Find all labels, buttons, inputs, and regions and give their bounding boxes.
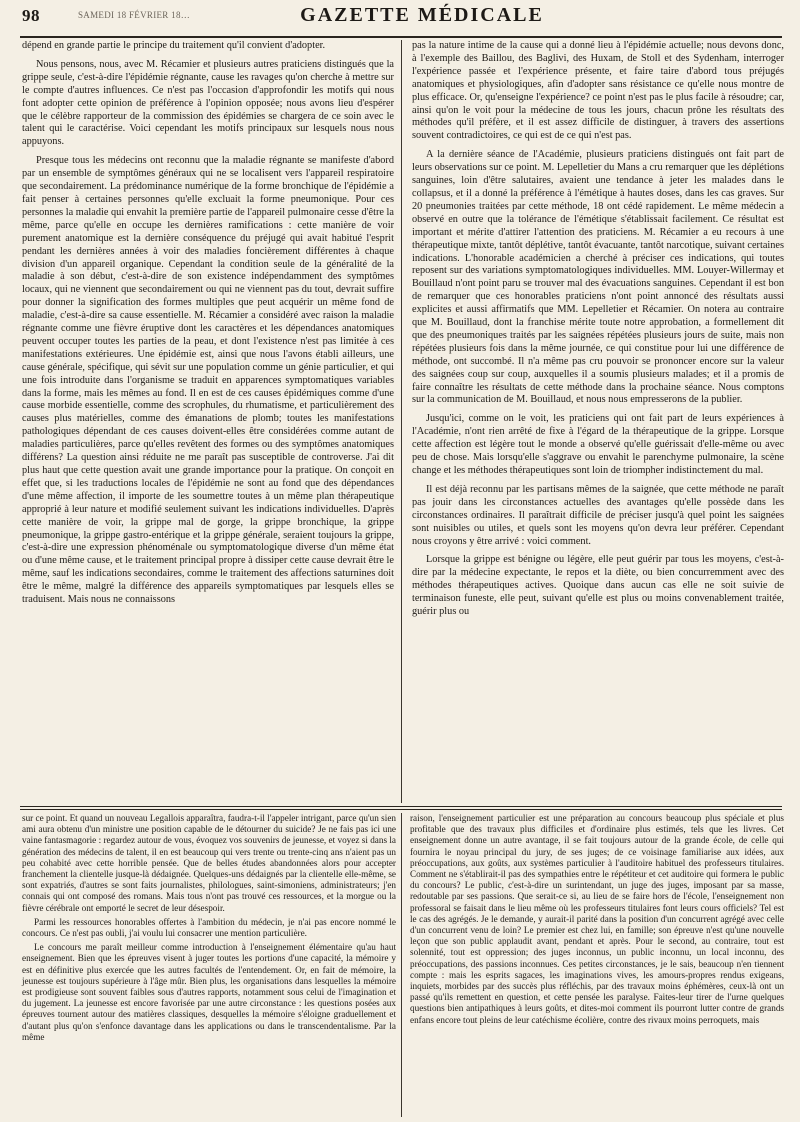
feuilleton-rule <box>20 806 782 807</box>
feuilleton-left-column <box>22 813 396 1046</box>
feuilleton-rule-double <box>20 809 782 810</box>
issue-date-line: SAMEDI 18 FÉVRIER 18… <box>78 10 191 20</box>
right-column <box>412 40 784 625</box>
feuilleton-paragraph: sur ce point. Et quand un nouveau Legallois apparaîtra, faudra-t-il l'appeler intrigant, parce qu'un sien ami aura obtenu d'un ministre une position capable de le détourner du suicide? Je ne fais pas ici une vaine fantasmagorie : regardez autour de vous, évoquez vos souvenirs de jeunesse, et voyez si dans la génération des médecins de talent, il en est beaucoup qui vers trente ou trente-cinq ans n'aient pas un peu cohabité avec cette horrible pensée. Que de belles études abandonnées alors pour accepter franchement la clientelle jusque-là dédaignée. Quelques-uns dédaignés par la clientelle elle-même, se sont expatriés, d'autres se sont faits journalistes, philologues, saint-simoniens, administrateurs; j'en connais qui ont composé des romans. Mais tous n'ont pas trouvé ces ressources, et la morgue ou la fièvre cérébrale ont emporté le secret de leur désespoir. <box>22 813 396 913</box>
paragraph: Nous pensons, nous, avec M. Récamier et plusieurs autres praticiens distingués que la grippe seule, c'est-à-dire l'épidémie régnante, cause les ravages qu'on cherche à mettre sur le compte d'autres influences. Ce n'est pas l'occasion d'approfondir les motifs qui nous font adopter cette opinion de préférence à l'opinion opposée; nous avons lieu d'espérer que le célèbre rapporteur de la commission des épidémies se chargera de ce soin avec le talent qui le caractérise. Voici cependant les motifs principaux sur lesquels nous nous appuyons. <box>22 58 394 148</box>
column-divider <box>401 40 402 803</box>
feuilleton-column-divider <box>401 813 402 1117</box>
left-column <box>22 40 394 613</box>
paragraph: Lorsque la grippe est bénigne ou légère, elle peut guérir par tous les moyens, c'est-à-dire par la médecine expectante, le repos et la diète, ou bien concurremment avec des méthodes thérapeutiques actives. Quoique dans aucun cas elle ne soit suivie de terminaison funeste, elle peut, suivant qu'elle est plus ou moins convenablement traitée, guérir plus ou <box>412 554 784 618</box>
paragraph: pas la nature intime de la cause qui a donné lieu à l'épidémie actuelle; nous devons donc, à l'exemple des Baillou, des Baglivi, des Huxam, de Stoll et des Sydenham, interroger l'expérience passée et l'expérience présente, et faire taire d'abord tous préjugés anatomiques et physiologiques, afin d'adopter sans résistance ce qu'elle nous montre de plus efficace. Or, qu'enseigne l'expérience? ce point n'est pas le plus facile à résoudre; car, ainsi qu'on le voit pour la médecine de tous les jours, chacun prône les résultats des méthodes qu'il préfère, et il est assez difficile de distinguer, à travers des assertions souvent contradictoires, ce qui est de ce qui n'est pas. <box>412 40 784 142</box>
paragraph: Il est déjà reconnu par les partisans mêmes de la saignée, que cette méthode ne paraît pas jouir dans les circonstances actuelles des avantages qu'elle possède dans les circonstances ordinaires. Il paraîtrait difficile de préciser jusqu'à quel point les saignées sont nuisibles ou utiles, et quels sont les moyens qu'on devra leur préférer. Cependant nous croyons y être arrivé : voici comment. <box>412 483 784 547</box>
header-rule <box>20 36 782 38</box>
feuilleton-paragraph: raison, l'enseignement particulier est une préparation au concours beaucoup plus spéciale et plus profitable que des travaux plus difficiles et d'ordinaire plus estimés, tels que les livres. Cet enseignement donne un autre avantage, il se fait toujours autour de la grande école, de celle qui fournira le noyau principal du jury, de ses juges; de ce voisinage familiarise aux idées, aux préoccupations, aux goûts, aux systèmes particulier à l'auditoire habituel des professeurs titulaires. Comment ne s'établirait-il pas des sympathies entre le répétiteur et cet auditoire qui formera le public du concours? Le public, c'est-à-dire un surintendant, un juge des juges, imposant par sa masse, redoutable par ses passions. Que serait-ce si, au lieu de se faire hors de l'école, l'enseignement non professoral se faisait dans le lieu même où les professeurs titulaires font leurs cours officiels? Tel est le cas des agrégés. Je le demande, y aurait-il parité dans la position d'un concurrent agrégé avec celle d'un concurrent venu de loin? Le premier est chez lui, en famille; son épreuve n'est qu'une nouvelle leçon que son public applaudit avant, pendant et après. Pour le second, au contraire, tout est solennité, tout est oppression; des juges inconnus, un public inconnu, un local inconnu, des préoccupations, des passions inconnues. Ces petites circonstances, je le sais, beaucoup n'en tiennent compte : mais les esprits sagaces, les imaginations vives, les amours-propres rendus exigeans, inquiets, morbides par des succès plus réfléchis, par des travaux moins éphémères, ceux-là ont un passé qu'ils remettent en question, et cette pensée les paralyse. Faites-leur tirer de l'urne quelques questions bien antipathiques à leurs goûts, et dites-moi comment ils pourront lutter contre de grands enfans encore tout pleins de leur catéchisme écolière, contre des rivaux moins perroquets, mais <box>410 813 784 1025</box>
paragraph: Jusqu'ici, comme on le voit, les praticiens qui ont fait part de leurs expériences à l'Académie, n'ont rien arrêté de fixe à l'égard de la thérapeutique de la grippe. Lorsque cette affection est légère tout le monde a observé qu'elle guérissait d'elle-même ou avec peu de chose. Mais lorsqu'elle s'aggrave ou envahit le parenchyme pulmonaire, la scène change et les méthodes thérapeutiques sont loin de triompher indistinctement du mal. <box>412 413 784 476</box>
paragraph: A la dernière séance de l'Académie, plusieurs praticiens distingués ont fait part de leurs observations sur ce point. M. Lepelletier du Mans a cru remarquer que les déplétions sanguines, loin d'être salutaires, avaient une tendance à jeter les malades dans le collapsus, et il a donné la préférence à l'émétique à hautes doses, dans les cas graves. Sur 20 pneumonies traitées par cette méthode, 18 ont cédé rapidement. Le même médecin a observé en outre que la tolérance de l'émétique s'établissait facilement. Ce résultat est important et mérite d'attirer l'attention des praticiens. M. Récamier a eu recours à une thérapeutique mixte, tantôt déplétive, tantôt évacuante, tantôt narcotique, suivant certaines indications. L'honorable académicien a cherché à préciser ces indications, qui toutes reposent sur des variations symptomatologiques individuelles. MM. Louyer-Willermay et Bouillaud n'ont point paru se trouver mal des évacuations sanguines. Cependant il est bon de remarquer que ces honorables praticiens n'ont point annoncé des résultats aussi explicites et aussi affirmatifs que MM. Lepelletier et Récamier. On notera au contraire que M. Bouillaud, dont la franchise mérite toute notre approbation, a formellement dit que des pneumoniques traités par les saignées répétées plusieurs jours de suite, mais non répétées plusieurs fois dans la même journée, ce qui constitue pour lui une différence de méthode, ont succombé. Il n'a même pas cru pouvoir se prononcer encore sur la valeur des saignées coup sur coup, auxquelles il a soumis plusieurs malades; et il a promis de faire connaître les résultats de cette méthode dans la prochaine séance. Nous comptons sur la communication de M. Bouillaud, et nous nous empresserons de la publier. <box>412 149 784 406</box>
paragraph: Presque tous les médecins ont reconnu que la maladie régnante se manifeste d'abord par un ensemble de symptômes généraux qui ne se localisent vers l'appareil respiratoire que secondairement. La prédominance numérique de la forme bronchique de l'épidémie a fait penser à certaines personnes qu'elle excluait la forme pneumonique. Pour ces personnes la maladie qui envahit la première partie de l'appareil pulmonaire cesse d'être la même, parce qu'elle en occupe les dernières ramifications : cette manière de voir purement anatomique est la dernière conséquence du préjugé qui avait habitué l'esprit pendant les dernières années à voir des maladies foncièrement différentes à chaque division d'un appareil organique. Cependant la condition seule de la généralité de la maladie à son début, c'est-à-dire de son existence indépendamment des symptômes locaux, qui ne viennent que secondairement ou qui ne viennent pas du tout, devrait suffire pour donner la signification des formes multiples que peut acquérir un même fond de maladie, c'est-à-dire sa cause essentielle. M. Récamier a considéré avec raison la maladie régnante comme une fièvre éruptive dont les caractères et les dépendances anatomiques peuvent occuper toutes les parties de la peau, et dont l'existence n'est pas limitée à ces manifestations extérieures. Une épidémie est, ainsi que nous l'avons établi ailleurs, une cause générale, spécifique, qui sévit sur une population comme un génie particulier, et qui une fois introduite dans l'organisme se traduit en apparences symptomatiques variables dans la forme, mais les mêmes au fond. Il en est de ces causes épidémiques comme d'une cause morbide essentielle, comme des scrophules, du rhumatisme, et particulièrement des causes plus matérielles, comme des émanations de plomb; toutes les manifestations pathologiques dépendant de ces causes doivent-elles être considérées comme autant de maladies particulières, parce qu'elles revêtent des formes ou des symptômes anatomiques différens? La question ainsi réduite ne me paraît pas susceptible de controverse. J'ai dit plus haut que cette question avait une grande importance pour la pratique. On conçoit en effet que, si les traductions locales de l'épidémie ne sont au fond que des dépendances d'une même affection, il importe de les soumettre toutes à un même plan thérapeutique approprié à leur nature et modifié seulement suivant les indications individuelles. D'après cette manière de voir, la grippe mal de gorge, la grippe bronchique, la grippe pneumonique, la grippe gastro-entérique et la grippe générale, seraient toujours la grippe, c'est-à-dire une expression phénoménale ou symptomatologique diverse d'un même état ou d'une même cause, et le traitement principal propre à dissiper cette cause devrait être le même, sauf les indications secondaires, comme le traitement des affections saturnines doit être le même, malgré la différence des appareils symptomatiques par lesquels elles se traduisent. Mais nous ne connaissons <box>22 155 394 606</box>
paragraph: dépend en grande partie le principe du traitement qu'il convient d'adopter. <box>22 40 326 51</box>
page-header <box>22 4 782 34</box>
feuilleton-right-column <box>410 813 784 1029</box>
feuilleton-paragraph: Le concours me paraît meilleur comme introduction à l'enseignement élémentaire qu'au haut enseignement. Bien que les épreuves visent à juger toutes les portions d'une capacité, la mémoire y est en définitive plus exercée que les autres facultés de l'entendement. Or, en fait de mémoire, la jeunesse est toujours supérieure à l'âge mûr. Bien plus, les organisations dans lesquelles la mémoire est prodigieuse sont souvent faibles sous d'autres rapports, notamment sous celui de l'imagination et du jugement. La jeunesse est encore favorisée par une autre circonstance : les questions posées aux épreuves tournent autour des matières classiques, desquelles la mémoire s'éloigne graduellement et d'autant plus qu'on s'enfonce davantage dans les applications ou dans le transcendentalisme. Par la même <box>22 942 396 1042</box>
feuilleton-paragraph: Parmi les ressources honorables offertes à l'ambition du médecin, je n'ai pas encore nommé le concours. Ce n'est pas oubli, j'ai voulu lui consacrer une mention particulière. <box>22 916 396 939</box>
journal-title: GAZETTE MÉDICALE <box>300 4 544 26</box>
page-number: 98 <box>22 6 40 25</box>
